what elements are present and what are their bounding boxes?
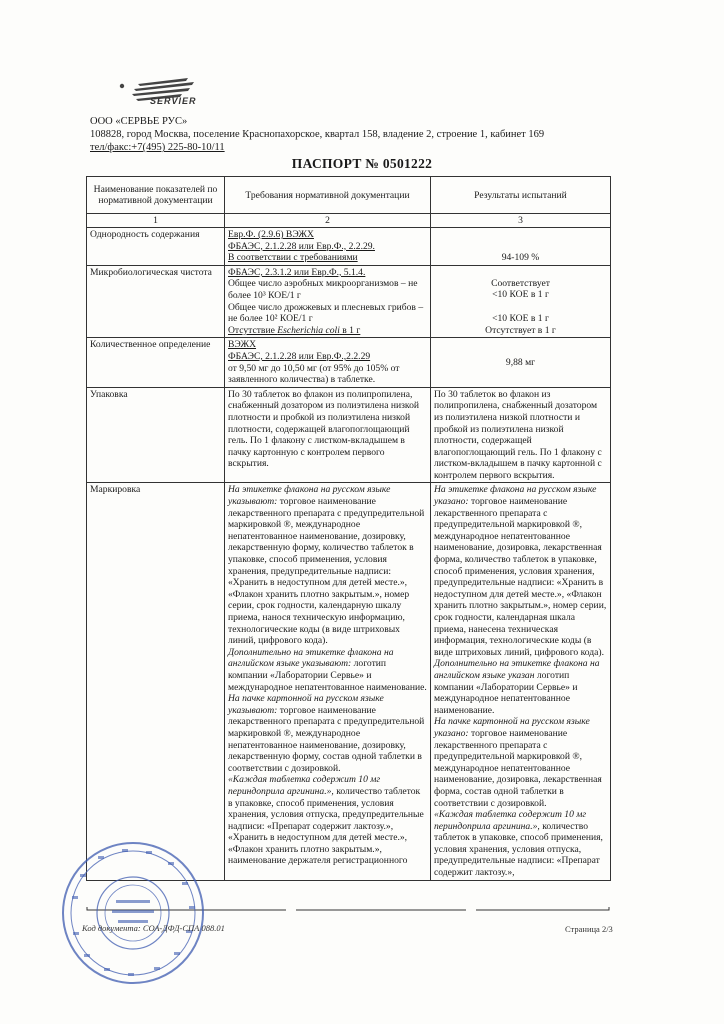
marking-req-text: торговое наименование лекарственного препарата с предупредительной маркировкой ®, международное непатентованное наименование, дозировку, лекарственную форму, состав одной таблетки в соответствии с дозировкой. [228, 704, 425, 774]
company-seal-icon [58, 838, 208, 988]
row-name-micro: Микробиологическая чистота [87, 265, 225, 338]
req-line: ВЭЖХ [228, 339, 257, 351]
row-name-uniformity: Однородность содержания [87, 228, 225, 266]
row-result-quant: 9,88 мг [431, 338, 611, 387]
req-line: от 9,50 мг до 10,50 мг (от 95% до 105% от заявленного количества) в таблетке. [228, 362, 400, 386]
row-req-marking [225, 483, 431, 880]
req-organism: Escherichia coli [277, 324, 340, 336]
header-cell-indicator: Наименование показателей по нормативной документации [87, 177, 225, 214]
logo-text: SERVIER [150, 96, 197, 106]
req-text: Отсутствие [228, 324, 278, 336]
marking-req-italic: На этикетке флакона на русском языке указывают: [228, 484, 391, 508]
req-line: Общее число дрожжевых и плесневых грибов – не более 10² КОЕ/1 г [228, 301, 424, 325]
marking-result-text: логотип компании «Лаборатории Сервье» и международное непатентованное наименование. [434, 669, 578, 716]
marking-result-italic: «Каждая таблетка содержит 10 мг периндоприла аргинина.», [434, 809, 587, 832]
passport-title: ПАСПОРТ № 0501222 [291, 156, 433, 171]
req-line [228, 325, 427, 337]
row-name-marking: Маркировка [87, 483, 225, 880]
row-result-uniformity: 94-109 % [431, 228, 611, 266]
row-req-micro [225, 265, 431, 338]
result-line: Отсутствует в 1 г [485, 324, 556, 336]
table-row [87, 228, 611, 266]
marking-req-text: торговое наименование лекарственного препарата с предупредительной маркировкой ®, международное непатентованное наименование, дозировку, лекарственную форму, количество таблеток в упаковке, способ применения, условия хранения, предупредительные надписи: «Хранить в недоступном для детей месте.», «Флакон хранить плотно закрытым.», номер серии, срок годности, календарную шкалу приема, нанося техническую информацию, технологические коды (в виде штриховых линий, цифрового кода). [228, 496, 425, 647]
marking-result-italic: На этикетке флакона на русском языке указано: [434, 484, 597, 508]
marking-result-text: торговое наименование лекарственного препарата с предупредительной маркировкой ®, международное непатентованное наименование, дозировка, лекарственная форма, состав одной таблетки в соответствии с дозировкой. [434, 727, 602, 809]
marking-req-italic: На пачке картонной на русском языке указывают: [228, 693, 384, 716]
row-result-micro [431, 265, 611, 338]
company-phone: тел/факс:+7(495) 225-80-10/11 [90, 142, 225, 153]
table-row [87, 265, 611, 338]
req-line: Общее число аэробных микроорганизмов – не более 10³ КОЕ/1 г [228, 278, 418, 301]
marking-result-text: количество таблеток в упаковке, способ применения, условия хранения, условия отпуска, предупредительные надписи: «Препарат содержит лактозу.», [434, 820, 603, 879]
document-code: Код документа: СОА-ДФД-СПА 088.01 [82, 923, 225, 933]
marking-req-text: количество таблеток в упаковке, способ применения, условия хранения, условия отпуска, предупредительные надписи: «Препарат содержит лактозу.», «Хранить в недоступном для детей месте.», «Флакон хранить плотно закрытым.», наименование держателя регистрационного [228, 785, 424, 867]
table-header-row [87, 177, 611, 214]
company-name: ООО «СЕРВЬЕ РУС» [90, 116, 188, 127]
servier-logo [108, 76, 218, 112]
result-line: <10 КОЕ в 1 г [492, 312, 549, 324]
table-row [87, 387, 611, 483]
header-cell-results: Результаты испытаний [431, 177, 611, 214]
row-name-pack: Упаковка [87, 387, 225, 483]
column-number-row [87, 214, 611, 228]
header-cell-requirements: Требования нормативной документации [225, 177, 431, 214]
row-req-quant [225, 338, 431, 387]
marking-req-italic: «Каждая таблетка содержит 10 мг периндоприла аргинина.», [228, 774, 381, 797]
marking-result-italic: На пачке картонной на русском языке указано: [434, 716, 590, 739]
row-req-pack: По 30 таблеток во флакон из полипропилена, снабженный дозатором из полиэтилена низкой плотности и пробкой из полиэтилена низкой плотности, содержащей влагопоглощающий гель. По 1 флакону с листком-вкладышем в пачку картонную с контролем первого вскрытия. [225, 387, 431, 483]
col-number-3: 3 [431, 214, 611, 228]
row-result-marking [431, 483, 611, 880]
req-text: в 1 г [339, 324, 361, 336]
page-number: Страница 2/3 [565, 924, 613, 934]
req-line: В соответствии с требованиями [228, 252, 358, 264]
marking-result-text: торговое наименование лекарственного препарата с предупредительной маркировкой ®, международное непатентованное наименование, дозировка, лекарственная форма, количество таблеток в упаковке, способ применения, условия хранения, предупредительные надписи: «Хранить в недоступном для детей месте.», «Флакон хранить плотно закрытым.», номер серии, срок годности, календарная шкала приема, нанесена техническая информация, технологические коды (в виде штриховых линий, цифрового кода). [434, 496, 607, 658]
company-block [90, 115, 544, 154]
marking-req-italic: Дополнительно на этикетке флакона на английском языке указывают: [228, 646, 394, 670]
req-line: ФБАЭС, 2.3.1.2 или Евр.Ф., 5.1.4. [228, 266, 366, 278]
req-line: ФБАЭС, 2.1.2.28 или Евр.Ф., 2.2.29. [228, 240, 375, 252]
marking-req-text: логотип компании «Лаборатории Сервье» и международное непатентованное наименование. [228, 658, 427, 693]
row-req-uniformity [225, 228, 431, 266]
table-row [87, 338, 611, 387]
row-name-quant: Количественное определение [87, 338, 225, 387]
result-line: Соответствует [491, 277, 550, 289]
row-result-pack: По 30 таблеток во флакон из полипропилена, снабженный дозатором из полиэтилена низкой плотности и пробкой из полиэтилена низкой плотности, содержащей влагопоглощающий гель. По 1 флакону с листком-вкладышем в пачку картонной с контролем первого вскрытия. [431, 387, 611, 483]
col-number-2: 2 [225, 214, 431, 228]
col-number-1: 1 [87, 214, 225, 228]
req-line: Евр.Ф. (2.9.6) ВЭЖХ [228, 229, 314, 240]
req-line: ФБАЭС, 2.1.2.28 или Евр.Ф.,2.2.29 [228, 350, 371, 362]
result-line: <10 КОЕ в 1 г [492, 289, 549, 301]
marking-result-italic: Дополнительно на этикетке флакона на английском языке указан [434, 658, 600, 681]
company-address: 108828, город Москва, поселение Краснопахорское, квартал 158, владение 2, строение 1, кабинет 169 [90, 129, 545, 140]
passport-table [86, 176, 611, 881]
table-row [87, 483, 611, 880]
